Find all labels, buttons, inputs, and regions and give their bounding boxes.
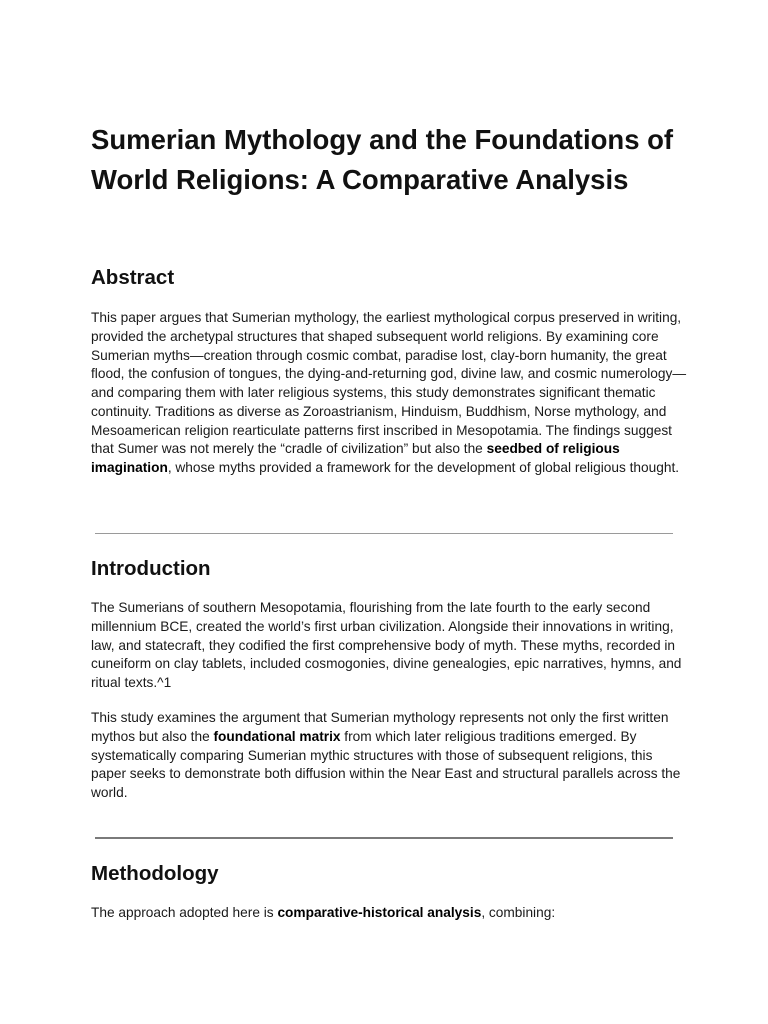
- section-divider: [95, 533, 673, 534]
- section-divider: [95, 837, 673, 839]
- abstract-paragraph: [91, 309, 691, 478]
- methodology-text-start: The approach adopted here is: [91, 905, 278, 920]
- intro-emphasis: foundational matrix: [213, 728, 341, 744]
- introduction-heading: Introduction: [91, 557, 211, 580]
- methodology-text-end: , combining:: [481, 905, 556, 920]
- abstract-emphasis: seedbed of religious imagination: [91, 441, 620, 475]
- methodology-emphasis: comparative-historical analysis: [277, 905, 482, 920]
- introduction-paragraph-1: The Sumerians of southern Mesopotamia, flourishing from the late fourth to the early second millennium BCE, created the world’s first urban civilization. Alongside their innovations in writing, law, and statecraft, they codified the first comprehensive body of myth. These myths, recorded in cuneiform on clay tablets, included cosmogonies, divine genealogies, epic narratives, hymns, and ritual texts.^1: [91, 600, 682, 690]
- methodology-paragraph: [91, 904, 691, 923]
- introduction-paragraph-2: [91, 709, 691, 803]
- abstract-heading: Abstract: [91, 266, 175, 289]
- intro-text-end: from which later religious traditions emerged. By systematically comparing Sumerian mythic structures with those of subsequent religions, this paper seeks to demonstrate both diffusion within the Near East and structural parallels across the world.: [91, 728, 681, 800]
- abstract-text-start: This paper argues that Sumerian mythology, the earliest mythological corpus preserved in writing, provided the archetypal structures that shaped subsequent world religions. By examining core Sumerian myths—creation through cosmic combat, paradise lost, clay-born humanity, the great flood, the confusion of tongues, the dying-and-returning god, divine law, and cosmic numerology—and comparing them with later religious systems, this study demonstrates significant thematic continuity. Traditions as diverse as Zoroastrianism, Hinduism, Buddhism, Norse mythology, and Mesoamerican religion rearticulate patterns first inscribed in Mesopotamia. The findings suggest that Sumer was not merely the “cradle of civilization” but also the: [91, 310, 687, 457]
- document-title: Sumerian Mythology and the Foundations of World Religions: A Comparative Analysis: [91, 124, 674, 195]
- abstract-text-end: , whose myths provided a framework for the development of global religious thought.: [167, 460, 680, 475]
- methodology-heading: Methodology: [91, 862, 219, 885]
- intro-text-start: This study examines the argument that Sumerian mythology represents not only the first written mythos but also the: [91, 710, 669, 744]
